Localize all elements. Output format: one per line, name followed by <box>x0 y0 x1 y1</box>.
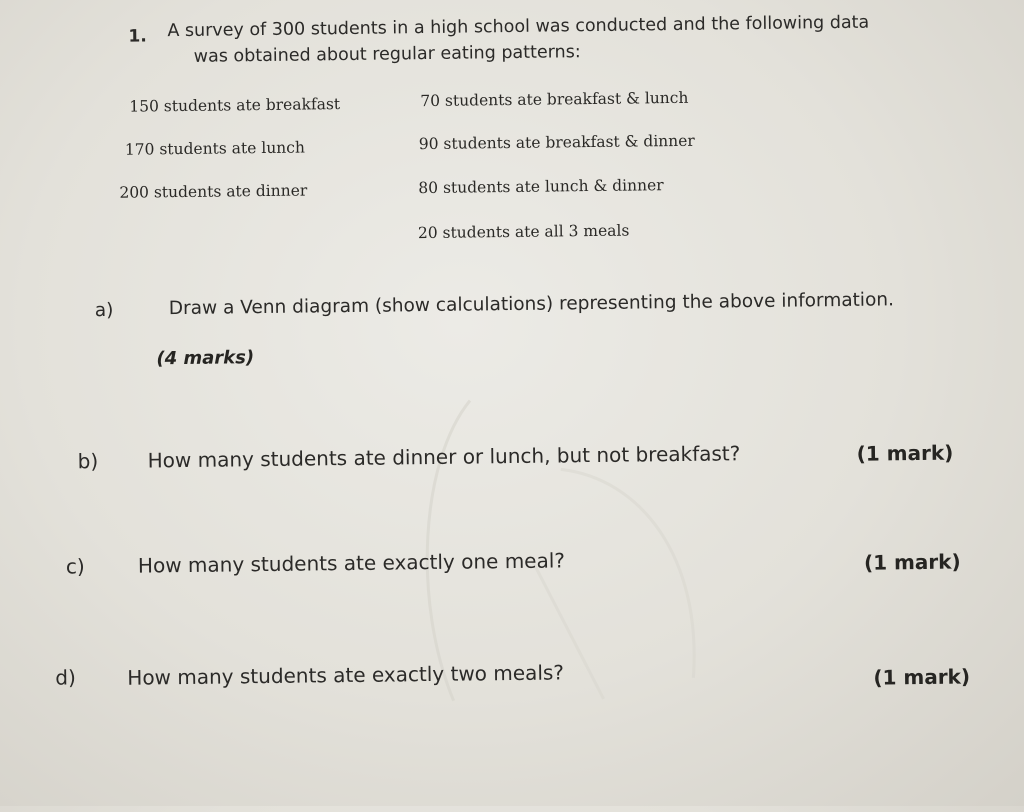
part-d-label: d) <box>55 665 76 690</box>
fact-dinner: 200 students ate dinner <box>119 181 308 202</box>
fact-lunch-dinner: 80 students ate lunch & dinner <box>418 176 664 198</box>
part-a-label: a) <box>94 299 114 322</box>
part-b-label: b) <box>77 449 99 474</box>
part-b-marks: (1 mark) <box>856 440 954 466</box>
part-c-marks: (1 mark) <box>863 549 961 575</box>
fact-breakfast-lunch: 70 students ate breakfast & lunch <box>420 88 689 111</box>
fact-breakfast: 150 students ate breakfast <box>129 95 341 116</box>
question-intro-line-1: A survey of 300 students in a high school was conducted and the following data <box>167 12 870 42</box>
part-d-question: How many students ate exactly two meals? <box>127 660 565 690</box>
fact-lunch: 170 students ate lunch <box>124 138 306 159</box>
part-b-question: How many students ate dinner or lunch, but not breakfast? <box>147 441 741 473</box>
part-a-question: Draw a Venn diagram (show calculations) representing the above information. <box>168 289 895 320</box>
question-number: 1. <box>128 26 147 47</box>
question-intro-line-2: was obtained about regular eating patterns: <box>193 42 581 67</box>
part-a-marks: (4 marks) <box>156 347 255 370</box>
part-c-question: How many students ate exactly one meal? <box>137 548 566 578</box>
fact-all-three: 20 students ate all 3 meals <box>417 221 630 243</box>
part-d-marks: (1 mark) <box>873 664 971 690</box>
part-c-label: c) <box>65 554 85 579</box>
fact-breakfast-dinner: 90 students ate breakfast & dinner <box>418 131 695 154</box>
